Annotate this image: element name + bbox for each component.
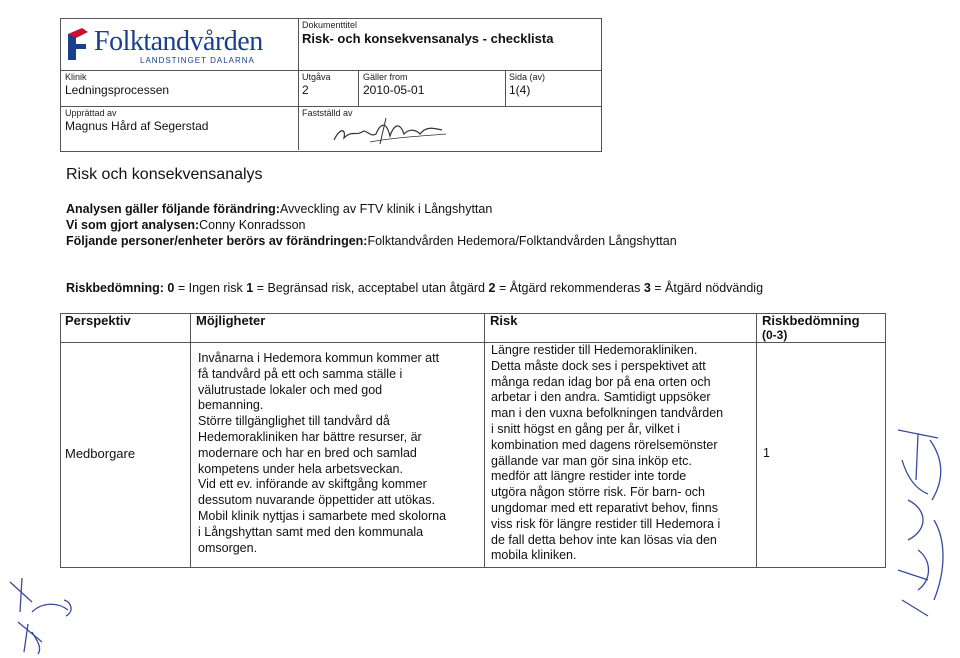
mojligheter-line: Vid ett ev. införande av skiftgång kommer [198, 477, 427, 492]
galler-label: Gäller from [363, 72, 408, 82]
klinik-value: Ledningsprocessen [65, 83, 170, 97]
risk-line: Detta måste dock ses i perspektivet att [491, 358, 706, 373]
risk-line: kombination med dagens rörelsemönster [491, 437, 718, 452]
info-change-label: Analysen gäller följande förändring: [66, 202, 280, 216]
mojligheter-line: dessutom nuvarande öppettider att utökas. [198, 493, 435, 508]
logo-emblem-icon [64, 26, 92, 62]
mojligheter-line: Större tillgänglighet till tandvård då [198, 414, 390, 429]
mojligheter-line: bemanning. [198, 398, 264, 413]
mojligheter-line: omsorgen. [198, 540, 258, 555]
sida-label: Sida (av) [509, 72, 546, 82]
info-affected-value: Folktandvården Hedemora/Folktandvården Långshyttan [367, 234, 677, 248]
header-riskbedomning: Riskbedömning [762, 313, 860, 328]
utgava-value: 2 [302, 83, 309, 97]
info-affected-label: Följande personer/enheter berörs av förändringen: [66, 234, 368, 248]
galler-value: 2010-05-01 [363, 83, 425, 97]
risk-scale-3-number: 3 [643, 281, 651, 295]
mojligheter-line: Hedemorakliniken har bättre resurser, är [198, 429, 422, 444]
info-analysts [66, 218, 305, 232]
risk-scale-0-text: = Ingen risk [177, 281, 243, 295]
header-divider [505, 70, 506, 106]
logo-text: Folktandvården [94, 26, 263, 57]
risk-scale-legend [66, 281, 763, 295]
risk-line: utgöra någon större risk. För barn- och [491, 485, 705, 500]
header-divider [60, 106, 601, 107]
mojligheter-line: kompetens under hela arbetsveckan. [198, 461, 403, 476]
upprattad-label: Upprättad av [65, 108, 117, 118]
handwritten-margin-note [888, 420, 956, 630]
mojligheter-line: i Långshyttan samt med den kommunala [198, 524, 424, 539]
upprattad-value: Magnus Hård af Segerstad [65, 119, 209, 133]
mojligheter-line: modernare och har en bred och samlad [198, 445, 417, 460]
mojligheter-line: få tandvård på ett och samma ställe i [198, 366, 403, 381]
row-mojligheter [198, 351, 480, 556]
logo-subtitle: LANDSTINGET DALARNA [140, 56, 255, 65]
organization-logo [62, 20, 298, 70]
klinik-label: Klinik [65, 72, 87, 82]
info-analysts-label: Vi som gjort analysen: [66, 218, 200, 232]
header-perspektiv: Perspektiv [65, 313, 131, 328]
risk-line: man i den vuxna befolkningen tandvården [491, 406, 724, 421]
sida-value: 1(4) [509, 83, 531, 97]
risk-line: arbetar i den andra. Samtidigt uppsöker [491, 390, 711, 405]
risk-line: ungdomar med ett reparativt behov, finns [491, 500, 718, 515]
header-mojligheter: Möjligheter [196, 313, 266, 328]
header-divider [358, 70, 359, 106]
section-title: Risk och konsekvensanalys [66, 166, 263, 183]
risk-line: Längre restider till Hedemorakliniken. [491, 343, 698, 357]
faststalld-label: Fastställd av [302, 108, 353, 118]
info-affected [66, 234, 677, 248]
risk-scale-2-text: = Åtgärd rekommenderas [498, 281, 641, 295]
table-divider [60, 342, 885, 343]
row-risk [491, 343, 753, 564]
risk-line: många redan idag bor på ena orten och [491, 374, 711, 389]
handwritten-corner-note [2, 572, 82, 656]
header-divider [298, 18, 299, 150]
doc-title: Risk- och konsekvensanalys - checklista [302, 31, 554, 46]
risk-line: viss risk för längre restider till Hedemora i [491, 516, 721, 531]
risk-scale-0-number: 0 [167, 281, 175, 295]
header-divider [60, 70, 601, 71]
risk-scale-3-text: = Åtgärd nödvändig [654, 281, 764, 295]
risk-line: de fall detta behov inte kan lösas via den [491, 532, 717, 547]
risk-line: gällande var man gör sina inköp etc. [491, 453, 692, 468]
risk-scale-1-number: 1 [246, 281, 254, 295]
risk-line: i snitt högst en gång per år, vilket i [491, 421, 680, 436]
row-riskbedomning-value: 1 [763, 446, 770, 460]
info-change [66, 202, 492, 216]
risk-line: medför att längre restider inte torde [491, 469, 687, 484]
doc-title-label: Dokumenttitel [302, 20, 358, 30]
info-analysts-value: Conny Konradsson [199, 218, 306, 232]
mojligheter-line: Mobil klinik nyttjas i samarbete med skolorna [198, 508, 447, 523]
row-perspektiv: Medborgare [65, 446, 136, 461]
table-divider [756, 313, 757, 567]
mojligheter-line: välutrustade lokaler och med god [198, 382, 383, 397]
info-change-value: Avveckling av FTV klinik i Långshyttan [279, 202, 493, 216]
utgava-label: Utgåva [302, 72, 331, 82]
header-riskbedomning-range: (0-3) [762, 328, 788, 342]
table-divider [190, 313, 191, 567]
mojligheter-line: Invånarna i Hedemora kommun kommer att [198, 351, 440, 365]
signature-image [330, 114, 450, 148]
risk-scale-2-number: 2 [488, 281, 496, 295]
risk-scale-label: Riskbedömning: [66, 281, 164, 295]
risk-line: mobila kliniken. [491, 548, 577, 563]
risk-scale-1-text: = Begränsad risk, acceptabel utan åtgärd [256, 281, 486, 295]
table-divider [484, 313, 485, 567]
header-risk: Risk [490, 313, 518, 328]
